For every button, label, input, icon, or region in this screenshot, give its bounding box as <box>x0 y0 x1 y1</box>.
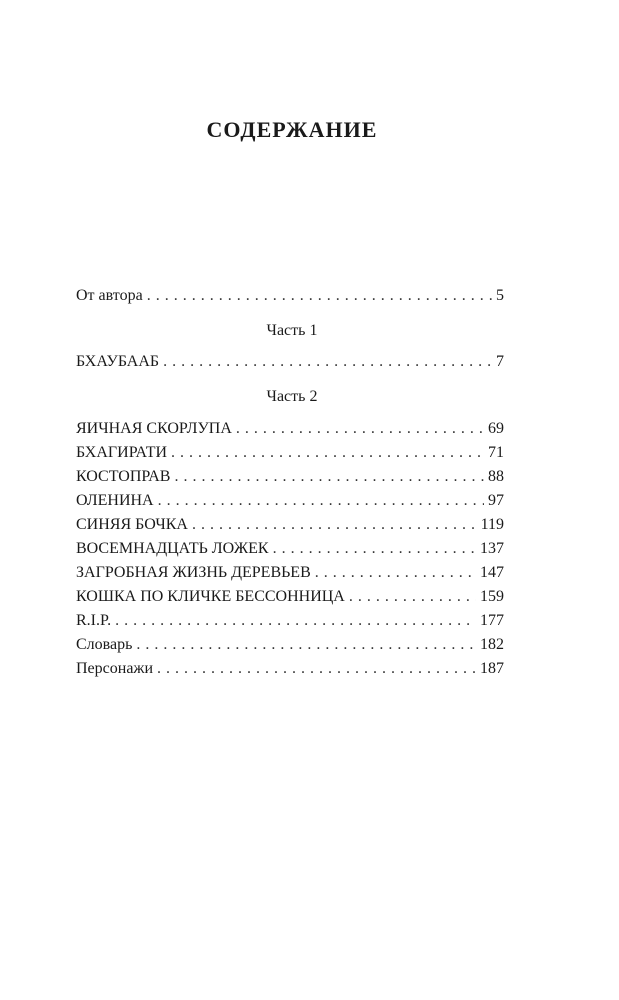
toc-entry-page: 88 <box>488 468 504 485</box>
toc-entry[interactable] <box>76 609 504 633</box>
toc-leader-dots <box>192 513 477 537</box>
toc-leader-dots <box>174 465 484 489</box>
toc-entry[interactable] <box>76 465 504 489</box>
toc-entry-label: КОШКА ПО КЛИЧКЕ БЕССОННИЦА <box>76 588 345 605</box>
toc-leader-dots <box>171 441 484 465</box>
toc-entry-label: БХАУБААБ <box>76 353 160 370</box>
toc-entry[interactable] <box>76 561 504 585</box>
toc-leader-dots <box>349 585 476 609</box>
toc-leader-dots <box>158 489 484 513</box>
toc-entry[interactable] <box>76 350 504 374</box>
toc-leader-dots <box>236 417 484 441</box>
toc-entry-page: 137 <box>480 540 504 557</box>
toc-entry-page: 71 <box>488 444 504 461</box>
toc-entry-page: 187 <box>480 660 504 677</box>
toc-leader-dots <box>157 657 476 681</box>
toc-entry-label: КОСТОПРАВ <box>76 468 171 485</box>
part-1-heading: Часть 1 <box>266 322 318 339</box>
toc-entry[interactable] <box>76 633 504 657</box>
toc-entry-page: 182 <box>480 636 504 653</box>
toc-entry-page: 5 <box>496 287 504 304</box>
toc-entry-page: 97 <box>488 492 504 509</box>
toc-leader-dots <box>147 284 492 308</box>
toc-leader-dots <box>163 350 492 374</box>
toc-entry[interactable] <box>76 537 504 561</box>
toc-intro-list <box>76 284 504 308</box>
toc-entry[interactable] <box>76 441 504 465</box>
toc-entry-page: 159 <box>480 588 504 605</box>
toc-entry-page: 69 <box>488 420 504 437</box>
toc-entry-label: СИНЯЯ БОЧКА <box>76 516 188 533</box>
toc-leader-dots <box>115 609 476 633</box>
toc-entry-page: 147 <box>480 564 504 581</box>
toc-entry-page: 7 <box>496 353 504 370</box>
toc-leader-dots <box>273 537 476 561</box>
part-2-heading: Часть 2 <box>266 388 318 405</box>
toc-entry[interactable] <box>76 513 504 537</box>
toc-entry[interactable] <box>76 489 504 513</box>
toc-entry-label: От автора <box>76 287 143 304</box>
toc-entry-label: ЗАГРОБНАЯ ЖИЗНЬ ДЕРЕВЬЕВ <box>76 564 311 581</box>
toc-leader-dots <box>136 633 476 657</box>
toc-part1-list <box>76 350 504 374</box>
toc-entry-label: ВОСЕМНАДЦАТЬ ЛОЖЕК <box>76 540 269 557</box>
page-title: СОДЕРЖАНИЕ <box>206 117 378 142</box>
toc-entry-label: R.I.P. <box>76 612 112 629</box>
toc-entry-page: 119 <box>480 516 504 533</box>
toc-entry-label: ОЛЕНИНА <box>76 492 154 509</box>
toc-entry-label: Персонажи <box>76 660 154 677</box>
toc-entry-label: ЯИЧНАЯ СКОРЛУПА <box>76 420 232 437</box>
toc-entry[interactable] <box>76 417 504 441</box>
toc-entry[interactable] <box>76 284 504 308</box>
toc-part2-list <box>76 417 504 681</box>
toc-entry[interactable] <box>76 585 504 609</box>
toc-entry-label: БХАГИРАТИ <box>76 444 168 461</box>
toc-entry[interactable] <box>76 657 504 681</box>
toc-leader-dots <box>315 561 476 585</box>
toc-entry-page: 177 <box>480 612 504 629</box>
toc-entry-label: Словарь <box>76 636 133 653</box>
